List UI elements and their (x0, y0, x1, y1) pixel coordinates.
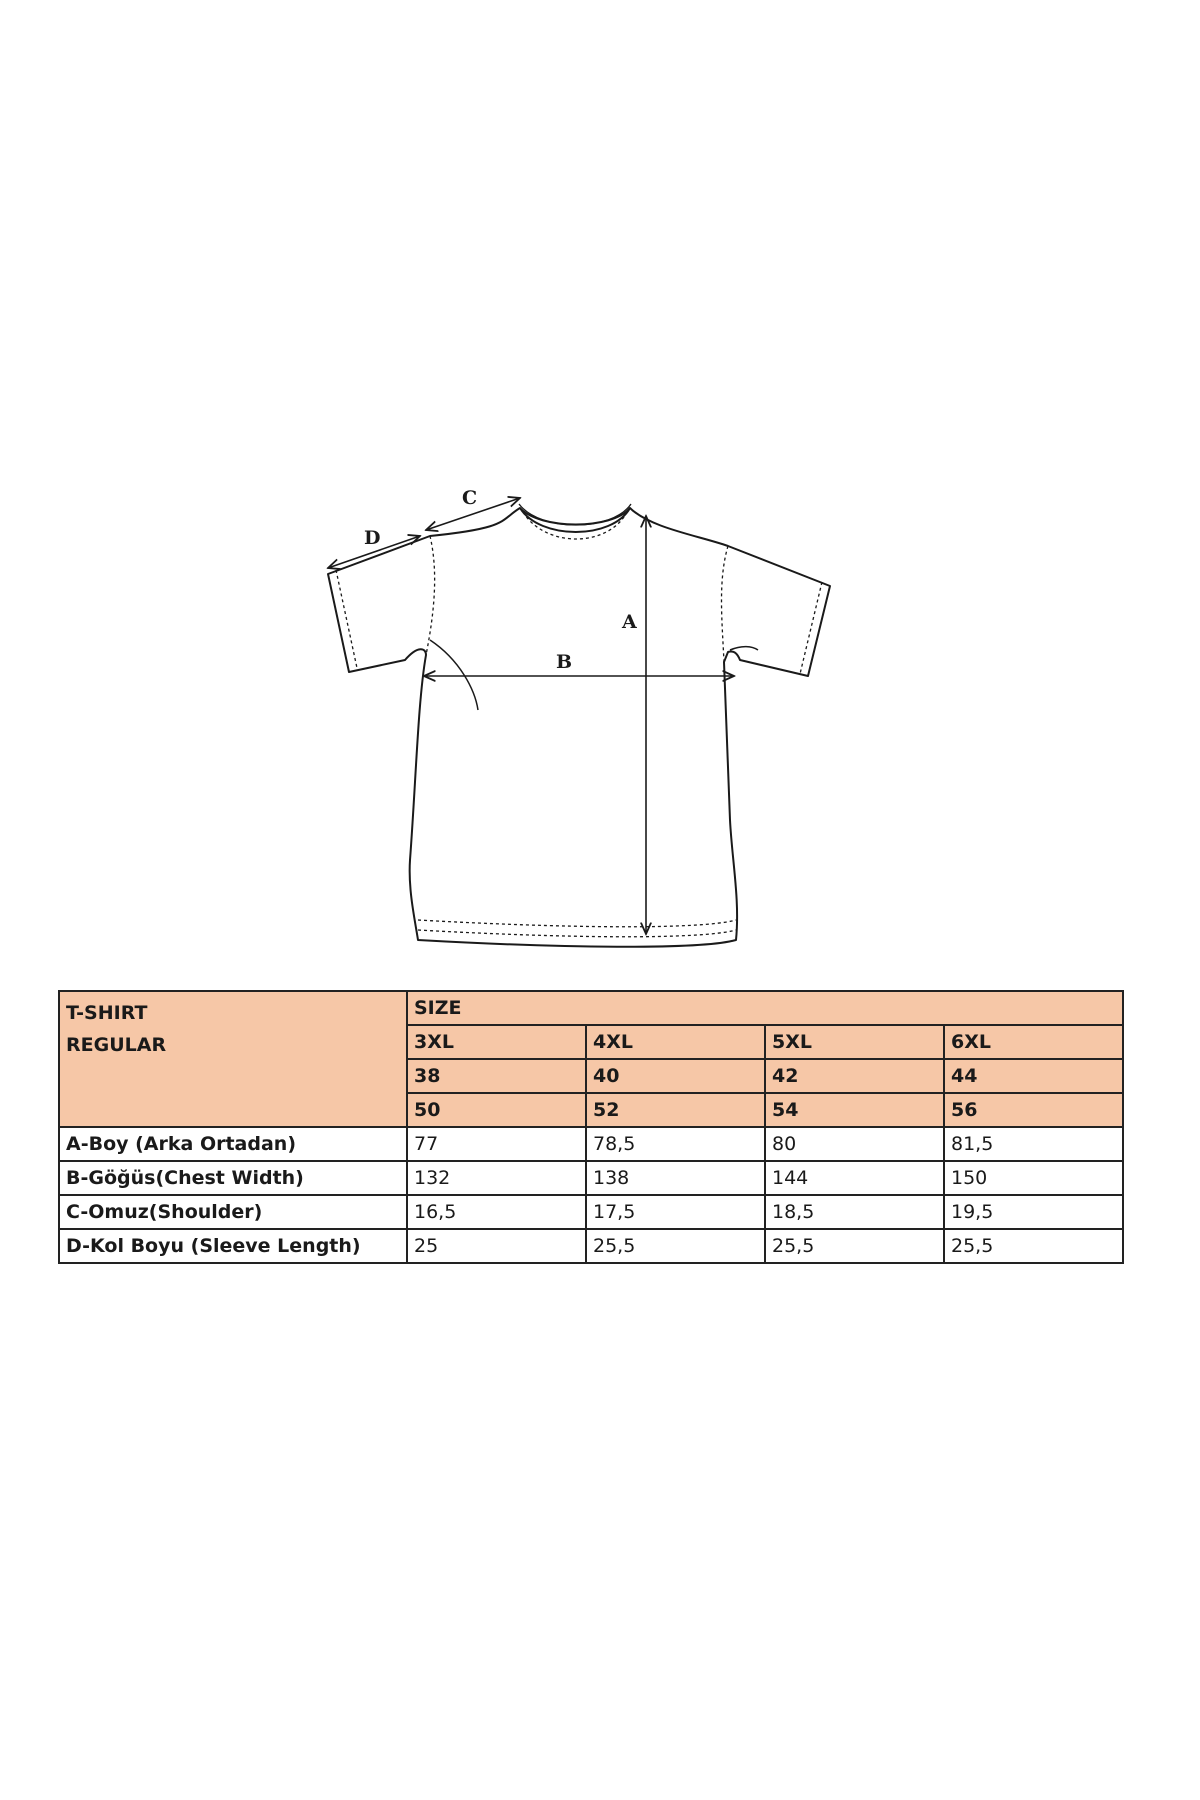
tshirt-outline (328, 504, 830, 947)
label-d: D (364, 527, 381, 549)
row-label-length: A-Boy (Arka Ortadan) (59, 1127, 407, 1161)
value-cell: 19,5 (944, 1195, 1123, 1229)
size-cell: 3XL (407, 1025, 586, 1059)
value-cell: 78,5 (586, 1127, 765, 1161)
value-cell: 132 (407, 1161, 586, 1195)
size-cell: 42 (765, 1059, 944, 1093)
size-header-cell: SIZE (407, 991, 1123, 1025)
label-a: A (622, 611, 637, 633)
size-cell: 6XL (944, 1025, 1123, 1059)
value-cell: 17,5 (586, 1195, 765, 1229)
size-cell: 44 (944, 1059, 1123, 1093)
value-cell: 18,5 (765, 1195, 944, 1229)
value-cell: 16,5 (407, 1195, 586, 1229)
table-title-cell (59, 991, 407, 1127)
value-cell: 80 (765, 1127, 944, 1161)
size-cell: 38 (407, 1059, 586, 1093)
value-cell: 81,5 (944, 1127, 1123, 1161)
label-c: C (462, 487, 478, 509)
value-cell: 138 (586, 1161, 765, 1195)
size-cell: 5XL (765, 1025, 944, 1059)
table-title-line1: T-SHIRT (66, 1002, 148, 1024)
size-cell: 50 (407, 1093, 586, 1127)
size-cell: 52 (586, 1093, 765, 1127)
size-cell: 4XL (586, 1025, 765, 1059)
row-label-chest: B-Göğüs(Chest Width) (59, 1161, 407, 1195)
value-cell: 144 (765, 1161, 944, 1195)
table-row (59, 1195, 1123, 1229)
size-cell: 56 (944, 1093, 1123, 1127)
table-row (59, 1127, 1123, 1161)
value-cell: 25 (407, 1229, 586, 1263)
table-row (59, 1161, 1123, 1195)
table-title-line2: REGULAR (66, 1034, 167, 1056)
value-cell: 25,5 (944, 1229, 1123, 1263)
label-b: B (556, 651, 573, 673)
size-cell: 54 (765, 1093, 944, 1127)
value-cell: 150 (944, 1161, 1123, 1195)
row-label-shoulder: C-Omuz(Shoulder) (59, 1195, 407, 1229)
value-cell: 25,5 (586, 1229, 765, 1263)
size-cell: 40 (586, 1059, 765, 1093)
measurement-arrows (328, 498, 734, 934)
size-chart-table (58, 990, 1124, 1264)
row-label-sleeve: D-Kol Boyu (Sleeve Length) (59, 1229, 407, 1263)
table-header-row-size (59, 991, 1123, 1025)
value-cell: 25,5 (765, 1229, 944, 1263)
value-cell: 77 (407, 1127, 586, 1161)
table-row (59, 1229, 1123, 1263)
